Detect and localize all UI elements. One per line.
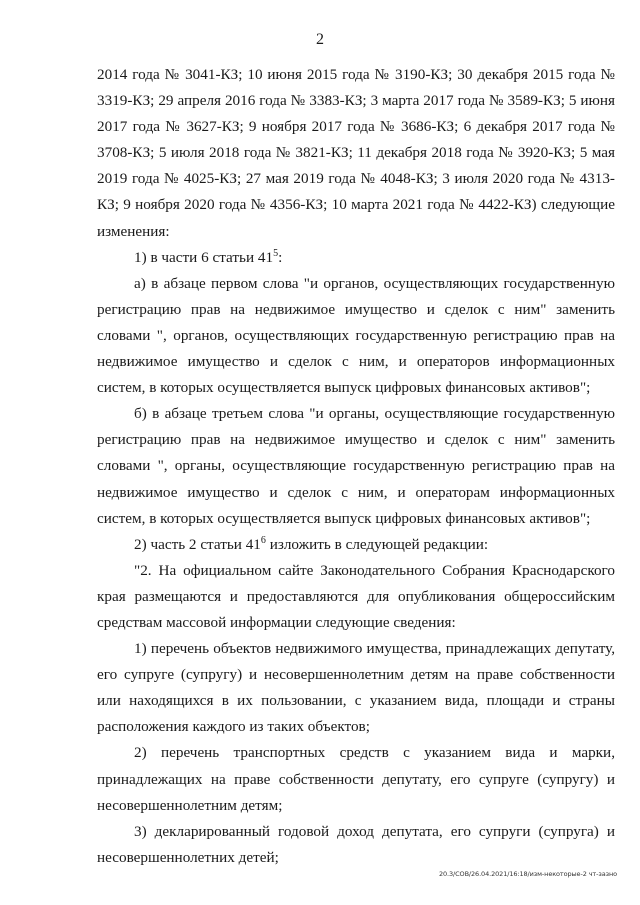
- item-1b-paragraph: б) в абзаце третьем слова "и органы, осуществляющие государственную регистрацию прав на недвижимое имущество и сделок с ним" заменить словами ", органы, осуществляющие государственную регистрацию прав на недвижимое имущество и сделок с ним, и операторам информационных систем, в которых осуществляется выпуск цифровых финансовых активов";: [97, 405, 615, 527]
- footer-document-code: 20.3/СОВ/26.04.2021/16:18/изм-некоторые-2 чт-зазно: [438, 870, 617, 878]
- item-1-superscript: 5: [273, 247, 279, 259]
- item-2-superscript: 6: [260, 534, 266, 546]
- document-body: [97, 62, 615, 871]
- list-item-2: 2) перечень транспортных средств с указанием вида и марки, принадлежащих на праве собственности депутату, его супруге (супругу) и несовершеннолетним детям;: [97, 744, 615, 814]
- item-1a-paragraph: а) в абзаце первом слова "и органов, осуществляющих государственную регистрацию прав на недвижимое имущество и сделок с ним" заменить словами ", органов, осуществляющих государственную регистрацию прав на недвижимое имущество и сделок с ним, и операторов информационных систем, в которых осуществляется выпуск цифровых финансовых активов";: [97, 274, 615, 397]
- item-1-prefix: 1) в части 6 статьи 41: [134, 248, 274, 266]
- item-2-heading: [97, 532, 615, 558]
- list-item-1: 1) перечень объектов недвижимого имущества, принадлежащих депутату, его супруге (супругу) и несовершеннолетним детям на праве собственности или находящихся в их пользовании, с указанием вида, площади и страны расположения каждого из таких объектов;: [97, 640, 615, 736]
- intro-paragraph: 2014 года № 3041-КЗ; 10 июня 2015 года № 3190-КЗ; 30 декабря 2015 года № 3319-КЗ; 29 апреля 2016 года № 3383-КЗ; 3 марта 2017 года № 3589-КЗ; 5 июня 2017 года № 3627-КЗ; 9 ноября 2017 года № 3686-КЗ; 6 декабря 2017 года № 3708-КЗ; 5 июля 2018 года № 3821-КЗ; 11 декабря 2018 года № 3920-КЗ; 5 мая 2019 года № 4025-КЗ; 27 мая 2019 года № 4048-КЗ; 3 июля 2020 года № 4313-КЗ; 9 ноября 2020 года № 4356-КЗ; 10 марта 2021 года № 4422-КЗ) следующие изменения:: [97, 66, 615, 240]
- page-number: 2: [316, 31, 324, 48]
- item-2-prefix: 2) часть 2 статьи 41: [134, 535, 261, 553]
- quote-intro-paragraph: "2. На официальном сайте Законодательного Собрания Краснодарского края размещаются и предоставляются для опубликования общероссийским средствам массовой информации следующие сведения:: [97, 561, 615, 631]
- list-item-3: 3) декларированный годовой доход депутата, его супруги (супруга) и несовершеннолетних детей;: [97, 822, 615, 866]
- item-2-suffix: изложить в следующей редакции:: [265, 535, 489, 553]
- item-1-heading: [97, 245, 615, 271]
- item-1-suffix: :: [278, 248, 283, 266]
